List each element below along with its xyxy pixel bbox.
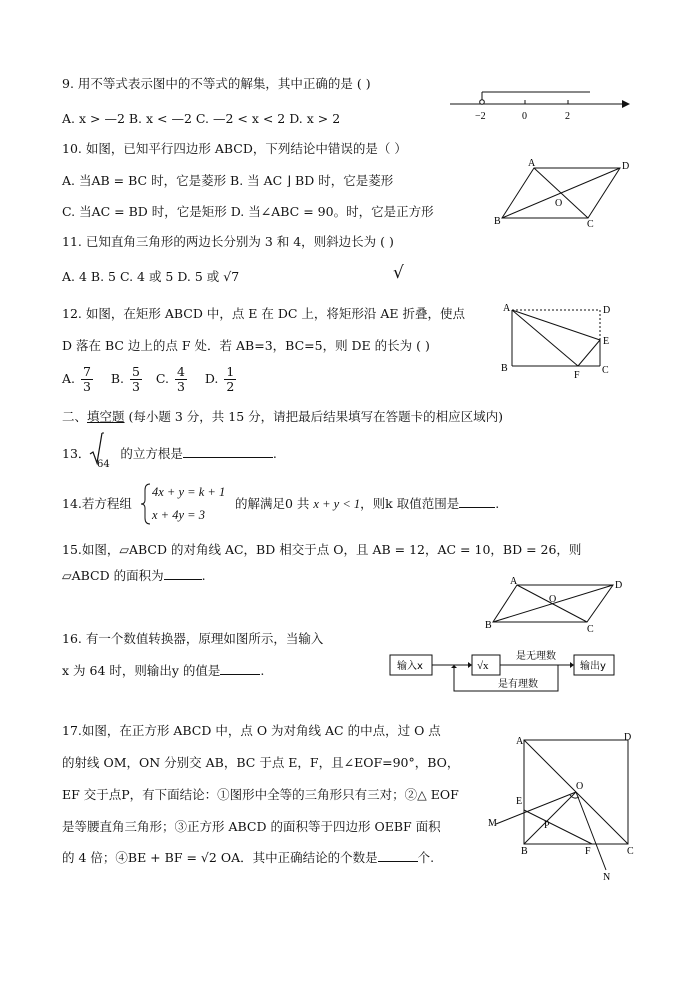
q10-stem: 10. 如图，已知平行四边形 ABCD，下列结论中错误的是（ ）	[62, 141, 407, 156]
q10-line-c: C. 当AC = BD 时，它是矩形 D. 当∠ABC = 90。时，它是正方形	[62, 204, 434, 219]
stray-sqrt-glyph: √	[393, 263, 404, 283]
irrational-label: 是无理数	[516, 651, 556, 662]
q15-line2: ▱ABCD 的面积为 .	[62, 568, 206, 583]
q16-converter-flowchart	[388, 645, 618, 700]
svg-text:C: C	[587, 219, 594, 230]
fraction-1-2: $\frac{1}{2}$	[226, 364, 235, 394]
q17-square-figure	[488, 730, 638, 883]
q14-brace	[140, 482, 152, 526]
svg-text:D: D	[622, 161, 630, 172]
svg-text:O: O	[576, 781, 584, 792]
q16-line2: x 为 64 时，则输出y 的值是 .	[62, 663, 265, 678]
svg-text:C: C	[602, 365, 609, 376]
svg-text:B: B	[521, 846, 528, 857]
svg-text:M: M	[488, 818, 497, 829]
axis-label-0: 0	[522, 111, 527, 122]
q9-options: A. x > —2 B. x < —2 C. —2 < x < 2 D. x > 2	[62, 111, 341, 126]
q17-line4: 是等腰直角三角形；③正方形 ABCD 的面积等于四边形 OEBF 面积	[62, 819, 441, 834]
section2-heading: 二、填空题 (每小题 3 分，共 15 分，请把最后结果填写在答题卡的相应区域内)	[62, 409, 504, 424]
svg-text:A: A	[516, 736, 524, 747]
axis-label-2: 2	[565, 111, 570, 122]
input-x-label: 输入x	[397, 661, 423, 672]
svg-text:D: D	[603, 305, 611, 316]
rational-label: 是有理数	[498, 679, 538, 690]
q15-line1: 15.如图，▱ABCD 的对角线 AC，BD 相交于点 O，且 AB = 12，AC = 10，BD = 26，则	[62, 542, 582, 557]
q11-options: A. 4 B. 5 C. 4 或 5 D. 5 或 √7	[62, 269, 240, 284]
q17-line5: 的 4 倍；④BE + BF = √2 OA．其中正确结论的个数是 个.	[62, 850, 435, 865]
q12-rectangle-fold-figure	[498, 300, 618, 380]
q16-line1: 16. 有一个数值转换器，原理如图所示，当输入	[62, 631, 324, 646]
q15-parallelogram-figure	[483, 576, 623, 636]
svg-text:P: P	[544, 820, 550, 831]
q13-radicand: 64	[97, 459, 110, 470]
svg-text:C: C	[627, 846, 634, 857]
fraction-4-3: $\frac{4}{3}$	[176, 364, 185, 394]
q17-line1: 17.如图，在正方形 ABCD 中，点 O 为对角线 AC 的中点，过 O 点	[62, 723, 441, 738]
q12-stem-line1: 12. 如图，在矩形 ABCD 中，点 E 在 DC 上，将矩形沿 AE 折叠，使点	[62, 306, 466, 321]
q11-stem: 11. 已知直角三角形的两边长分别为 3 和 4，则斜边长为 ( )	[62, 234, 394, 249]
svg-text:E: E	[603, 336, 610, 347]
fraction-7-3: $\frac{7}{3}$	[83, 364, 91, 394]
q9-number-line	[450, 88, 630, 128]
output-y-label: 输出y	[580, 661, 606, 672]
q10-line-a: A. 当AB = BC 时，它是菱形 B. 当 AC ⌋ BD 时，它是菱形	[62, 173, 394, 188]
q12-stem-line2: D 落在 BC 边上的点 F 处．若 AB=3，BC=5，则 DE 的长为 ( )	[62, 338, 430, 353]
q9-stem: 9. 用不等式表示图中的不等式的解集，其中正确的是 ( )	[62, 76, 371, 91]
svg-text:D: D	[624, 732, 632, 743]
svg-text:B: B	[501, 363, 508, 374]
q14-prefix: 14.若方程组	[62, 496, 132, 511]
svg-text:F: F	[574, 370, 580, 381]
q17-line3: EF 交于点P，有下面结论：①图形中全等的三角形只有三对；②△ EOF	[62, 787, 459, 802]
q17-line2: 的射线 OM，ON 分别交 AB，BC 于点 E，F，且∠EOF=90°，BO，	[62, 755, 460, 770]
svg-text:F: F	[585, 846, 591, 857]
svg-text:O: O	[555, 198, 563, 209]
q14-equation-1: 4x + y = k + 1	[152, 485, 226, 499]
svg-text:C: C	[587, 624, 594, 635]
svg-text:A: A	[503, 303, 511, 314]
svg-text:N: N	[603, 872, 611, 883]
svg-text:A: A	[528, 158, 536, 169]
sqrt-x-label: √x	[477, 660, 489, 672]
q14-equation-2: x + 4y = 3	[152, 508, 205, 522]
svg-text:B: B	[494, 216, 501, 227]
svg-text:E: E	[516, 796, 523, 807]
fraction-5-3: $\frac{5}{3}$	[132, 364, 140, 394]
svg-text:B: B	[485, 620, 492, 631]
axis-label-neg2: −2	[475, 111, 486, 122]
q10-parallelogram-figure	[492, 158, 632, 230]
q12-options: A. $\frac{7}{3}$ B. $\frac{5}{3}$ C. $\frac{4}{3}$ D. $\frac{1}{2}$	[62, 364, 235, 394]
svg-text:D: D	[615, 580, 623, 591]
svg-text:O: O	[549, 594, 557, 605]
q14-tail: 的解满足0 共 x + y < 1，则k 取值范围是 .	[235, 496, 500, 511]
svg-text:A: A	[510, 576, 518, 587]
q13-line: 13． 的立方根是 .	[62, 446, 277, 461]
